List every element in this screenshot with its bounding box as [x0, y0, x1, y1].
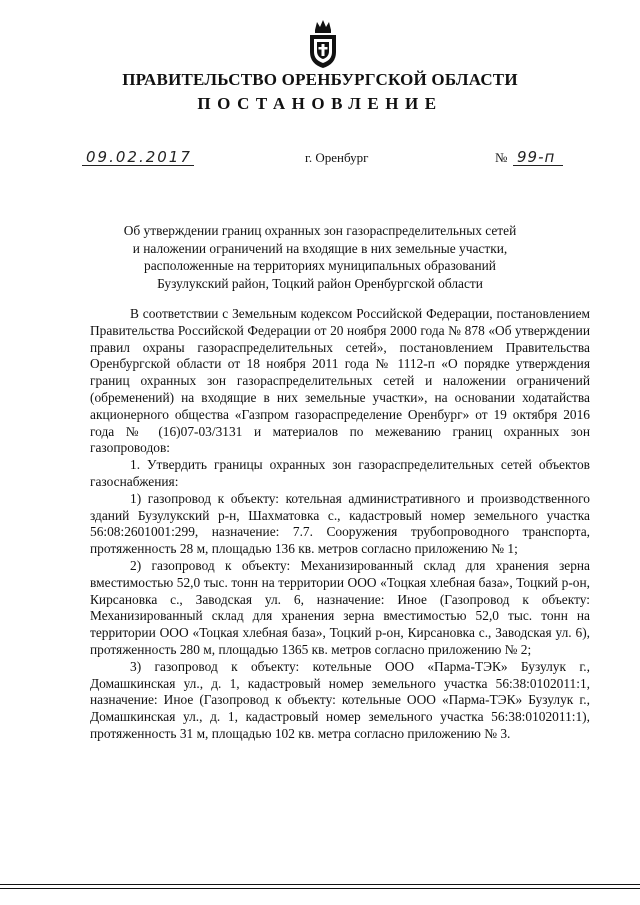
document-meta-line: [0, 148, 640, 170]
clause-1-paragraph: 1. Утвердить границы охранных зон газораспределительных сетей объектов газоснабжения:: [90, 457, 590, 489]
document-subject: [90, 222, 550, 292]
subclause-1-paragraph: 1) газопровод к объекту: котельная административного и производственного зданий Бузулукский р-н, Шахматовка с., кадастровый номер земельного участка 56:08:2601001:299, назначение: 7.7. Сооружения трубопроводного транспорта, протяженность 28 м, площадью 136 кв. метров согласно приложению № 1;: [90, 490, 590, 557]
subclause-3-paragraph: 3) газопровод к объекту: котельные ООО «Парма-ТЭК» Бузулук г., Домашкинская ул., д. 1, кадастровый номер земельного участка 56:38:0102011:1, назначение: Иное (Газопровод к объекту: котельные ООО «Парма-ТЭК» Бузулук г., Домашкинская ул., д. 1, кадастровый номер земельного участка 56:38:0102011:1), протяженность 31 м, площадью 102 кв. метра согласно приложению № 3.: [90, 658, 590, 741]
subject-line: Об утверждении границ охранных зон газораспределительных сетей: [123, 223, 517, 238]
subject-line: и наложении ограничений на входящие в них земельные участки,: [132, 240, 508, 256]
footer-divider: [0, 884, 640, 885]
subject-line: Бузулукский район, Тоцкий район Оренбургской области: [157, 275, 483, 291]
government-title: ПРАВИТЕЛЬСТВО ОРЕНБУРГСКОЙ ОБЛАСТИ: [122, 70, 518, 89]
subject-line: расположенные на территориях муниципальных образований: [144, 258, 496, 273]
coat-of-arms-icon: [306, 18, 340, 70]
footer-divider-thin: [0, 888, 640, 889]
document-city: г. Оренбург: [305, 150, 369, 165]
number-underline: [513, 165, 563, 166]
document-body: [90, 306, 590, 743]
preamble-paragraph: В соответствии с Земельным кодексом Российской Федерации, постановлением Правительства Российской Федерации от 20 ноября 2000 года № 878 «Об утверждении правил охраны газораспределительных сетей», постановлением Правительства Оренбургской области от 18 ноября 2011 года № 1112-п «О порядке утверждения границ охранных зон газораспределительных сетей и наложении ограничений (обременений) на входящие в них земельные участки», на основании ходатайства акционерного общества «Газпром газораспределение Оренбург» от 19 октября 2016 года № (16)07-03/3131 и материалов по межеванию границ охранных зон газопроводов:: [90, 306, 590, 456]
number-sign: №: [495, 150, 508, 165]
date-underline: [82, 165, 194, 166]
document-type-title: ПОСТАНОВЛЕНИЕ: [197, 94, 443, 113]
document-date: 09.02.2017: [86, 148, 192, 166]
document-number: 99-п: [517, 148, 556, 166]
subclause-2-paragraph: 2) газопровод к объекту: Механизированный склад для хранения зерна вместимостью 52,0 тыс. тонн на территории ООО «Тоцкая хлебная база», Тоцкий р-он, Кирсановка с., Заводская ул. 6, назначение: Иное (Газопровод к объекту: Механизированный склад для хранения зерна вместимостью 52,0 тыс. тонн на территории ООО «Тоцкая хлебная база», Тоцкий р-он, Кирсановка с., Заводская ул. 6), протяженность 280 м, площадью 1365 кв. метров согласно приложению № 2;: [90, 557, 590, 657]
